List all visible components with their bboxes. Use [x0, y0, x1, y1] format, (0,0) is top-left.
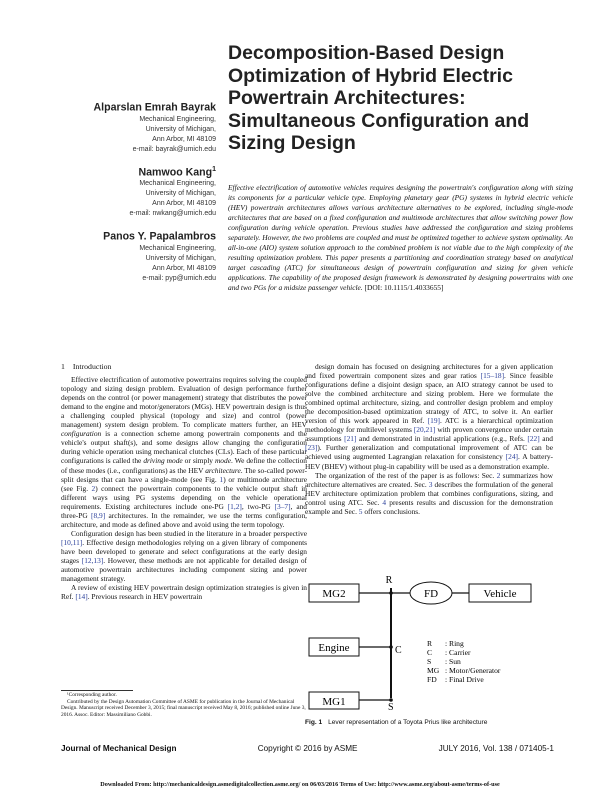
paragraph	[61, 529, 307, 583]
author-university: University of Michigan,	[145, 190, 216, 198]
issue-page: JULY 2016, Vol. 138 / 071405-1	[438, 744, 554, 753]
author-address: Ann Arbor, MI 48109	[152, 264, 216, 272]
text-run: ) or multimode architecture (see Fig.	[61, 474, 307, 493]
engine-label: Engine	[318, 642, 350, 654]
text-run: and demonstrated in industrial applications (e.g., Refs.	[356, 434, 528, 444]
caption-label: Fig. 1	[305, 719, 323, 726]
legend-key: R	[427, 639, 433, 648]
footnote: ¹Corresponding author.	[67, 692, 117, 698]
journal-name: Journal of Mechanical Design	[61, 744, 177, 753]
footnote: Contributed by the Design Automation Committee of ASME for publication in the Journal of Mechanical Design. Manuscript received December 3, 2015; final manuscript received May 8, 2016; published online June 3, 2016. Assoc. Editor: Massimiliano Gobbi.	[61, 698, 306, 718]
text-run: with proven convergence under certain assumptions	[305, 425, 553, 444]
mg1-label: MG1	[322, 696, 346, 708]
doi: [DOI: 10.1115/1.4033655]	[364, 283, 444, 292]
text-run: presents results and discussion for the demonstration example and Sec.	[305, 497, 553, 516]
text-run: architectures. In the remainder, we use the terms configuration, architecture, and mode as defined above and avoid using the term topology.	[61, 510, 307, 529]
paragraph	[61, 583, 307, 601]
author-university: University of Michigan,	[145, 125, 216, 133]
copyright: Copyright © 2016 by ASME	[257, 744, 358, 753]
text-run: offers conclusions.	[362, 506, 421, 516]
author-email: e-mail: pyp@umich.edu	[142, 274, 216, 282]
citation-link[interactable]: [15–18]	[480, 371, 505, 381]
author-university: University of Michigan,	[145, 254, 216, 262]
author-address: Ann Arbor, MI 48109	[152, 200, 216, 208]
citation-link[interactable]: [21]	[344, 434, 357, 444]
citation-link[interactable]: [24]	[505, 452, 519, 462]
text-run: . We define the collection of these modes (i.e., configurations) as the HEV	[61, 456, 308, 475]
text-run: . A battery-HEV (BHEV) without plug-in capability will be used as a demonstration example.	[305, 452, 554, 471]
citation-link[interactable]: [3–7]	[274, 501, 291, 511]
abstract	[228, 183, 573, 293]
text-run: , two-PG	[241, 501, 275, 511]
text-run: , and three-PG	[61, 501, 307, 520]
author-address: Ann Arbor, MI 48109	[152, 135, 216, 143]
text-run: . Previous research in HEV powertrain	[87, 592, 203, 602]
citation-link[interactable]: [20,21]	[413, 425, 436, 435]
citation-link[interactable]: [22]	[527, 434, 540, 444]
fd-label: FD	[423, 588, 439, 600]
paragraph	[305, 362, 553, 471]
author-entry	[26, 98, 216, 155]
section-number: 1	[61, 362, 65, 371]
legend-desc: : Ring	[445, 639, 464, 648]
text-run: Configuration design has been studied in the literature in a broader perspective	[71, 528, 307, 538]
text-run: . Effective design methodologies relying on a given library of components have been developed to generate and select configurations at the early design stages	[61, 537, 307, 565]
paper-title: Decomposition-Based Design Optimization of Hybrid Electric Powertrain Architectures: Simultaneous Configuration and Sizing Design	[228, 42, 530, 154]
author-department: Mechanical Engineering,	[139, 244, 216, 252]
abstract-text: Effective electrification of automotive vehicles requires designing the powertrain's configuration along with sizing its components for a particular vehicle type. Employing planetary gear (PG) systems in hybrid electric vehicle (HEV) powertrain architectures allows various architecture alternatives to be explored, including single-mode architectures that are based on a fixed configuration and multimode architectures that allow switching power flow configuration during vehicle operation. Previous studies have addressed the configuration and sizing problems separately. However, the two problems are coupled and must be optimized together to achieve system optimality. An all-in-one (AIO) system solution approach to the combined problem is not viable due to the high complexity of the resulting optimization problem. This paper presents a partitioning and coordination strategy based on analytical target cascading (ATC) for simultaneous design of powertrain configuration and sizing for given vehicle applications. The capability of the proposed design framework is demonstrated by designing powertrains with one and two PGs for a midsize passenger vehicle.	[228, 183, 573, 292]
author-email: e-mail: bayrak@umich.edu	[132, 145, 216, 153]
author-department: Mechanical Engineering,	[139, 115, 216, 123]
figure-caption	[305, 718, 565, 727]
citation-link[interactable]: [10,11]	[61, 537, 83, 547]
citation-link[interactable]: 4	[382, 497, 387, 507]
text-run: is a connection scheme among powertrain components and the vehicle's output shaft(s), and some designs allow changing the configuration during vehicle operation using mechanical clutches (CLs). Each of these particular configurations is called the	[61, 429, 307, 466]
text-run: or simply	[182, 456, 215, 466]
author-block	[26, 98, 216, 292]
author-department: Mechanical Engineering,	[139, 180, 216, 188]
paragraph	[61, 375, 307, 529]
text-run: Effective electrification of automotive powertrains requires solving the coupled topology and sizing design problem. Evaluation of design performance further depends on the control (or power management) strategy that distributes the power demand to the engine and motor/generators (MGs). HEV powertrain design is thus a challenging coupled physical (topology and size) and control (power management) system design problem. To complicate matters further, an HEV	[61, 375, 307, 430]
running-footer	[61, 744, 554, 753]
text-run: describes the formulation of the general HEV architecture optimization problem that combines configurations, sizing, and control using ATC. Sec.	[305, 479, 554, 507]
sun-label: S	[388, 702, 394, 710]
citation-link[interactable]: 2	[91, 483, 96, 493]
footnote-divider	[61, 690, 133, 691]
citation-link[interactable]: 2	[496, 470, 501, 480]
section-title: Introduction	[72, 362, 112, 371]
text-run: ). Further generalization and computational improvement of ATC can be achieved using augmented Lagrangian relaxation for consistency	[305, 443, 553, 462]
corresponding-author-mark: 1	[212, 165, 216, 173]
lever-diagram	[305, 574, 553, 710]
citation-link[interactable]: 3	[428, 479, 433, 489]
text-run: and	[539, 434, 553, 444]
right-paragraphs	[305, 362, 553, 516]
text-run: . Since feasible configurations define a disjoint design space, an AIO strategy cannot be used to solve the combined architecture and sizing problem. Here we formulate the combined optimal architecture, sizing, and controller design problem and employ the decomposition-based optimization strategy of ATC, to solve it. An earlier version of this work appeared in Ref.	[305, 371, 553, 426]
text-run: . However, these methods are not applicable for detailed design of automotive powertrain architectures including component sizing and power management strategy.	[61, 555, 307, 584]
carrier-label: C	[395, 645, 402, 656]
carrier-node	[389, 645, 393, 649]
citation-link[interactable]: 1	[219, 474, 224, 484]
section-heading	[61, 362, 307, 371]
body-column-left	[61, 362, 307, 601]
body-column-right	[305, 362, 553, 516]
legend-desc: : Sun	[445, 657, 461, 666]
emphasis: architecture	[205, 465, 241, 475]
emphasis: mode	[214, 456, 231, 466]
emphasis: driving mode	[143, 456, 183, 466]
citation-link[interactable]: [19]	[427, 416, 441, 426]
emphasis: configuration	[61, 429, 102, 439]
legend-desc: : Carrier	[445, 648, 471, 657]
author-name: Panos Y. Papalambros	[103, 230, 216, 243]
author-name: Namwoo Kang$^1$	[138, 165, 216, 179]
text-run: summarizes how architecture alternatives are created. Sec.	[305, 470, 553, 489]
citation-link[interactable]: [23]	[305, 443, 318, 453]
citation-link[interactable]: 5	[358, 506, 363, 516]
citation-link[interactable]: [8,9]	[91, 510, 106, 520]
figure-legend	[427, 639, 501, 684]
legend-desc: : Final Drive	[445, 675, 484, 684]
author-email: e-mail: nwkang@umich.edu	[129, 210, 216, 218]
text-run: . The so-called power-split designs that can have a single-mode (see Fig.	[61, 465, 307, 484]
mg2-label: MG2	[322, 588, 346, 600]
author-entry	[26, 227, 216, 284]
legend-key: FD	[427, 675, 437, 684]
footnotes	[61, 692, 307, 718]
ring-label: R	[385, 575, 393, 586]
text-run: . ATC is a hierarchical optimization methodology for multilevel systems	[305, 416, 553, 435]
vehicle-label: Vehicle	[483, 588, 517, 600]
author-name: Alparslan Emrah Bayrak	[93, 101, 216, 114]
legend-desc: : Motor/Generator	[445, 666, 501, 675]
figure-lever-diagram	[305, 574, 553, 710]
left-paragraphs	[61, 375, 307, 601]
paragraph	[305, 471, 553, 516]
citation-link[interactable]: [1,2]	[227, 501, 242, 511]
legend-key: MG	[427, 666, 440, 675]
citation-link[interactable]: [12,13]	[81, 555, 104, 565]
citation-link[interactable]: [14]	[75, 592, 88, 602]
ring-node	[389, 591, 393, 595]
text-run: The organization of the rest of the paper is as follows: Sec.	[315, 470, 497, 480]
legend-key: C	[427, 648, 433, 657]
download-notice: Downloaded From: http://mechanicaldesign.asmedigitalcollection.asme.org/ on 06/03/2016 Terms of Use: http://www.asme.org/about-asme/terms-of-use	[100, 781, 500, 788]
text-run: ) connect the powertrain components to the vehicle output shaft in different ways using PG systems depending on the vehicle operational requirements. Existing architectures include one-PG	[61, 483, 307, 511]
caption-text: Lever representation of a Toyota Prius like architecture	[328, 719, 488, 726]
author-entry	[26, 163, 216, 220]
text-run: A review of existing HEV powertrain design optimization strategies is given in Ref.	[61, 583, 307, 602]
text-run: design domain has focused on designing architectures for a given application and fixed powertrain component sizes and gear ratios	[305, 362, 553, 381]
legend-key: S	[427, 657, 432, 666]
